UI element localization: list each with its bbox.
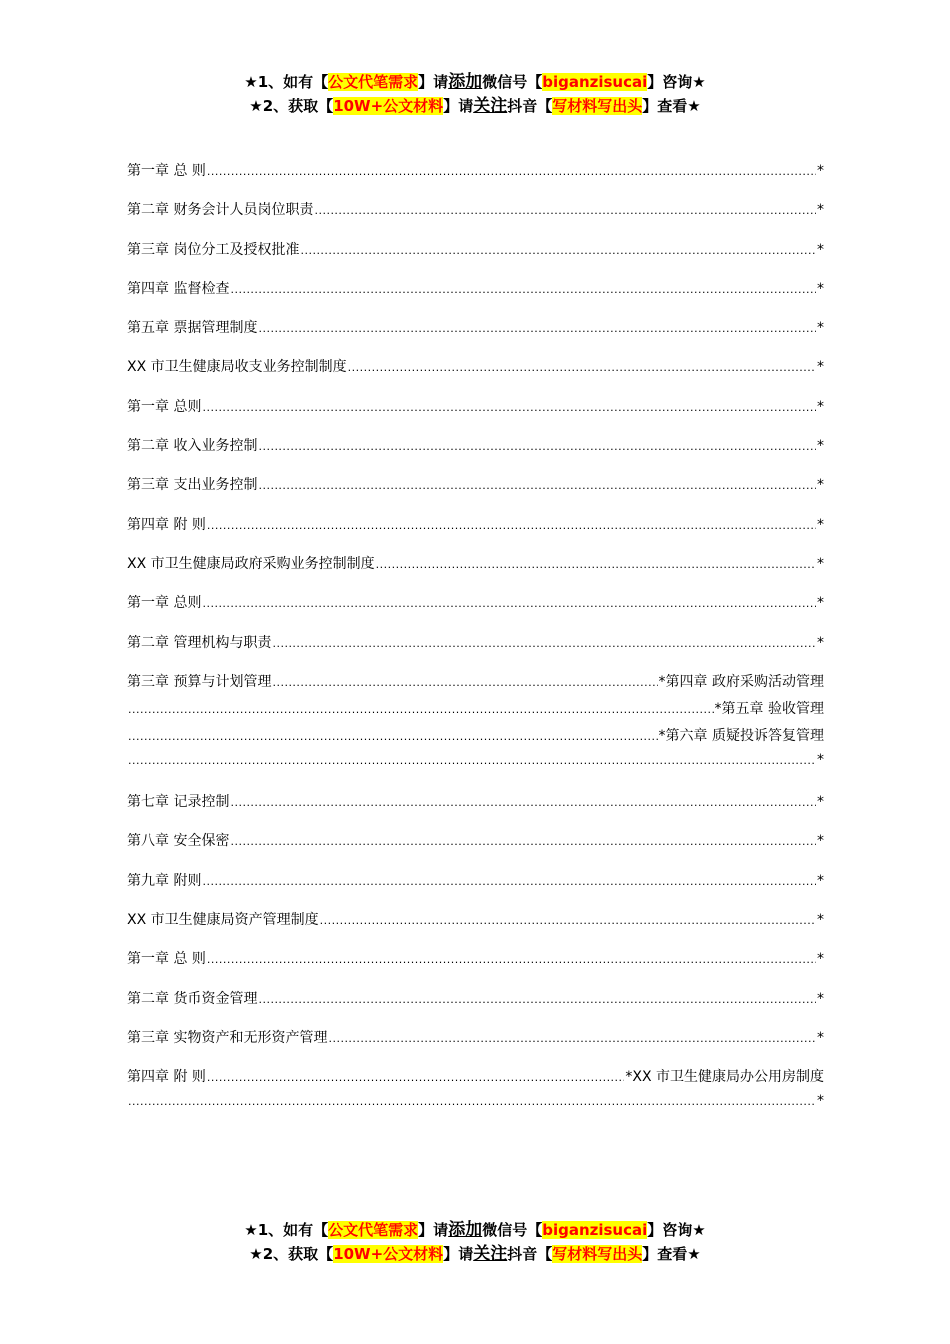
toc-entry-title: 第一章 总则: [127, 595, 202, 612]
toc-leader-dots: [207, 519, 816, 532]
toc-leader-dots: [202, 401, 816, 414]
highlight-service: 公文代笔需求: [328, 73, 419, 91]
toc-page-marker: *: [817, 516, 824, 533]
toc-page-marker: *: [817, 398, 824, 415]
toc-page-marker: *: [817, 833, 824, 850]
toc-entry[interactable]: [127, 199, 824, 238]
toc-leader-dots: [230, 283, 816, 296]
toc-leader-dots: [258, 993, 816, 1006]
toc-entry-title: 第三章 支出业务控制: [127, 477, 258, 494]
toc-entry-wrapped[interactable]: ..... * 第五章 验收管理: [127, 698, 824, 725]
toc-leader-dots: [320, 914, 816, 927]
toc-entry-title: 第七章 记录控制: [127, 794, 230, 811]
toc-page-marker: *: [817, 320, 824, 337]
toc-entry-wrapped[interactable]: 第三章 预算与计划管理 ..... * 第四章 政府采购活动管理: [127, 671, 824, 698]
toc-entry-title: XX 市卫生健康局政府采购业务控制制度: [127, 555, 375, 572]
banner-line-1: ★1、如有【公文代笔需求】请添加微信号【biganzisucai】咨询★: [244, 72, 706, 92]
toc-leader-dots: [258, 479, 816, 492]
toc-entry[interactable]: [127, 988, 824, 1027]
toc-entry-title: 第二章 收入业务控制: [127, 438, 258, 455]
toc-entry-title: 第二章 货币资金管理: [127, 990, 258, 1007]
highlight-materials: 10W+公文材料: [333, 1245, 444, 1263]
highlight-materials: 10W+公文材料: [333, 97, 444, 115]
toc-page-marker: *: [817, 202, 824, 219]
toc-entry-title: 第三章 岗位分工及授权批准: [127, 241, 300, 258]
toc-entry[interactable]: [127, 435, 824, 474]
toc-leader-dots: [258, 440, 816, 453]
toc-entry-title: 第二章 管理机构与职责: [127, 634, 272, 651]
toc-entry[interactable]: [127, 239, 824, 278]
toc-page-marker: *: [817, 794, 824, 811]
toc-leader-dots: [348, 361, 816, 374]
table-of-contents: [127, 160, 824, 1133]
banner-line-1: ★1、如有【公文代笔需求】请添加微信号【biganzisucai】咨询★: [244, 1220, 706, 1240]
toc-entry-title: 第四章 监督检查: [127, 280, 230, 297]
toc-leader-dots: [207, 165, 816, 178]
toc-leader-dots: [328, 1032, 816, 1045]
toc-page-marker: *: [817, 912, 824, 929]
highlight-wechat-id: biganzisucai: [542, 73, 648, 91]
toc-page-marker: *: [817, 555, 824, 572]
banner-line-2: ★2、获取【10W+公文材料】请关注抖音【写材料写出头】查看★: [249, 1244, 701, 1264]
footer-banner: [0, 1218, 950, 1266]
toc-entry[interactable]: [127, 870, 824, 909]
toc-entry[interactable]: [127, 632, 824, 671]
highlight-douyin: 写材料写出头: [552, 1245, 643, 1263]
toc-entry-title: XX 市卫生健康局资产管理制度: [127, 912, 319, 929]
toc-entry-wrapped[interactable]: ..... *: [127, 1093, 824, 1132]
toc-page-marker: *: [817, 595, 824, 612]
toc-entry-wrapped[interactable]: 第四章 附 则 ..... * XX 市卫生健康局办公用房制度: [127, 1066, 824, 1093]
toc-page-marker: *: [817, 163, 824, 179]
toc-leader-dots: [202, 597, 816, 610]
toc-leader-dots: [230, 796, 816, 809]
toc-leader-dots: [376, 558, 816, 571]
toc-page-marker: *: [817, 241, 824, 258]
highlight-douyin: 写材料写出头: [552, 97, 643, 115]
toc-leader-dots: [207, 953, 816, 966]
toc-page-marker: *: [817, 280, 824, 297]
toc-page-marker: *: [817, 1029, 824, 1046]
banner-line-2: ★2、获取【10W+公文材料】请关注抖音【写材料写出头】查看★: [249, 96, 701, 116]
toc-entry[interactable]: [127, 396, 824, 435]
toc-page-marker: *: [817, 872, 824, 889]
toc-leader-dots: [272, 637, 816, 650]
toc-entry[interactable]: [127, 1027, 824, 1066]
toc-entry[interactable]: [127, 553, 824, 592]
toc-page-marker: *: [817, 359, 824, 376]
toc-entry[interactable]: [127, 278, 824, 317]
toc-leader-dots: [230, 835, 816, 848]
toc-leader-dots: [300, 244, 816, 257]
toc-entry[interactable]: [127, 514, 824, 553]
toc-entry[interactable]: [127, 356, 824, 395]
toc-entry-title: 第二章 财务会计人员岗位职责: [127, 202, 314, 219]
highlight-service: 公文代笔需求: [328, 1221, 419, 1239]
toc-page-marker: *: [817, 990, 824, 1007]
toc-entry[interactable]: [127, 948, 824, 987]
toc-entry-title: 第四章 附 则: [127, 516, 206, 533]
toc-page-marker: *: [817, 438, 824, 455]
toc-entry-title: 第八章 安全保密: [127, 833, 230, 850]
toc-entry[interactable]: [127, 791, 824, 830]
toc-page-marker: *: [817, 951, 824, 968]
toc-page-marker: *: [817, 477, 824, 494]
toc-entry-wrapped[interactable]: ..... * 第六章 质疑投诉答复管理: [127, 725, 824, 752]
toc-entry-title: 第一章 总则: [127, 398, 202, 415]
toc-page-marker: *: [817, 634, 824, 651]
highlight-wechat-id: biganzisucai: [542, 1221, 648, 1239]
toc-entry-title: 第九章 附则: [127, 872, 202, 889]
toc-leader-dots: [314, 204, 816, 217]
toc-entry[interactable]: [127, 909, 824, 948]
toc-entry-title: 第三章 实物资产和无形资产管理: [127, 1029, 328, 1046]
toc-leader-dots: [258, 322, 816, 335]
toc-entry-wrapped[interactable]: ..... *: [127, 752, 824, 791]
toc-leader-dots: [202, 875, 816, 888]
toc-entry[interactable]: [127, 830, 824, 869]
toc-entry[interactable]: [127, 592, 824, 631]
toc-entry[interactable]: [127, 317, 824, 356]
header-banner: [0, 70, 950, 118]
toc-entry-title: XX 市卫生健康局收支业务控制制度: [127, 359, 347, 376]
toc-entry-title: 第一章 总 则: [127, 163, 206, 179]
toc-entry-title: 第五章 票据管理制度: [127, 320, 258, 337]
toc-entry-title: 第一章 总 则: [127, 951, 206, 968]
toc-entry[interactable]: [127, 160, 824, 199]
toc-entry[interactable]: [127, 474, 824, 513]
